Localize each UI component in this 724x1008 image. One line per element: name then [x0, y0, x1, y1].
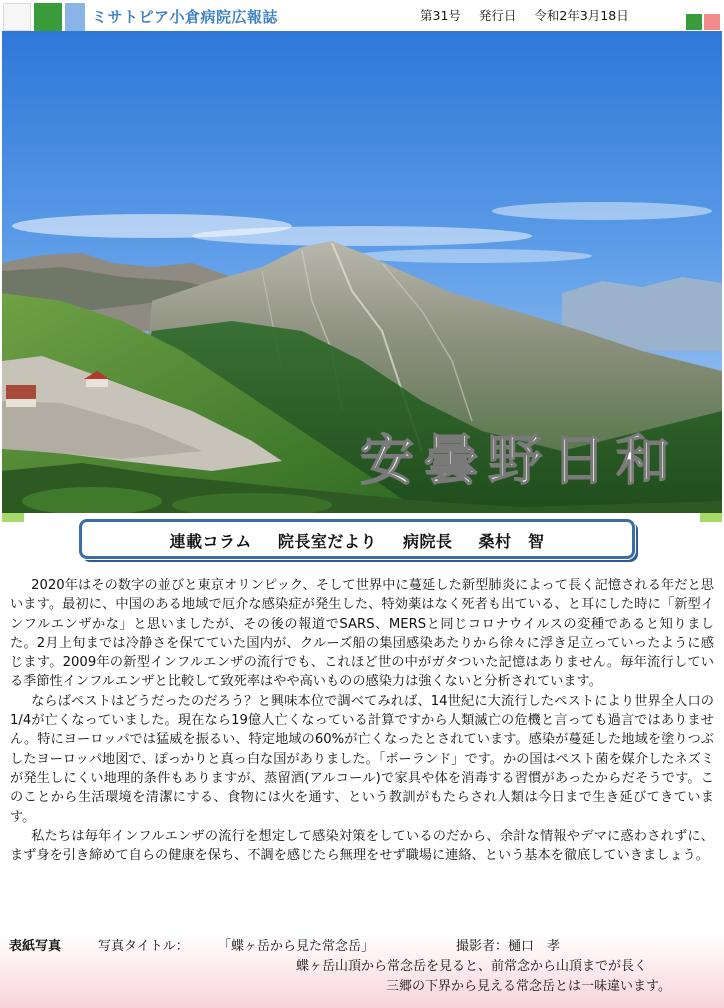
issue-label: 発行日	[478, 8, 517, 23]
article-paragraph: 私たちは毎年インフルエンザの流行を想定して感染対策をしているのだから、余計な情報やデマに惑わされずに、まず身を引き締めて自らの健康を保ち、不調を感じたら無理をせず職場に連絡、という基本を徹底していきましょう。	[10, 828, 714, 864]
cover-photo	[2, 31, 722, 513]
column-series-name: 連載コラム	[169, 532, 252, 551]
issue-info	[420, 6, 643, 24]
cover-photo-label: 表紙写真	[9, 939, 62, 954]
article-paragraph: ならばペストはどうだったのだろう？と興味本位で調べてみれば、14世紀に大流行したペストにより世界全人口の1/4が亡くなっていました。現在なら19億人亡くなっている計算ですから人類滅亡の危機と言っても過言ではありません。特にヨーロッパでは猛威を振るい、特定地域の60%が亡くなったとされています。感染が蔓延した地域を塗りつぶしたヨーロッパ地図で、ぽっかりと真っ白な国がありました。「ポーランド」です。かの国はペスト菌を媒介したネズミが発生しにくい地理的条件もありますが、蒸留酒(アルコール)で家具や体を消毒する習慣があったからだそうです。このことから生活環境を清潔にする、食物には火を通す、という教訓がもたらされ人類は今日まで生き延びてきています。	[10, 693, 714, 825]
column-heading-box	[79, 519, 635, 559]
corner-square	[686, 14, 702, 30]
photo-title-label: 写真タイトル：	[98, 939, 189, 954]
article-body	[10, 576, 714, 865]
photographer: 撮影者：樋口 孝	[456, 939, 561, 954]
author-role: 病院長	[402, 532, 453, 551]
issue-date: 令和2年3月18日	[534, 8, 629, 23]
column-heading	[82, 529, 632, 552]
issue-number: 第31号	[420, 8, 461, 23]
corner-square	[34, 3, 62, 31]
corner-square	[3, 3, 31, 31]
corner-square	[65, 3, 85, 31]
corner-square	[704, 14, 720, 30]
photo-title: 「蝶ヶ岳から見た常念岳」	[218, 939, 375, 954]
author-name: 桑村 智	[478, 532, 545, 551]
column-name: 院長室だより	[277, 532, 377, 551]
photo-caption-line: 三郷の下界から見える常念岳とは一味違います。	[386, 979, 671, 994]
photo-caption-line: 蝶ヶ岳山頂から常念岳を見ると、前常念から山頂までが長く	[296, 959, 648, 974]
cover-title-art: 安曇野日和	[360, 428, 680, 492]
newsletter-title: ミサトピア小倉病院広報誌	[92, 8, 279, 26]
article-paragraph: 2020年はその数字の並びと東京オリンピック、そして世界中に蔓延した新型肺炎によって長く記憶される年だと思います。最初に、中国のある地域で厄介な感染症が発生した、特効薬はなく死者も出ている、と耳にした時に「新型インフルエンザかな」と思いましたが、その後の報道でSARS、MERSと同じコロナウイルスの変種であると知りました。2月上旬までは冷静さを保てていた国内が、クルーズ船の集団感染あたりから徐々に浮き足立っていったように感じます。2009年の新型インフルエンザの流行でも、これほど世の中がガタついた記憶はありません。毎年流行している季節性インフルエンザと比較して致死率はやや高いものの感染力は強くないと分析されています。	[10, 578, 714, 690]
